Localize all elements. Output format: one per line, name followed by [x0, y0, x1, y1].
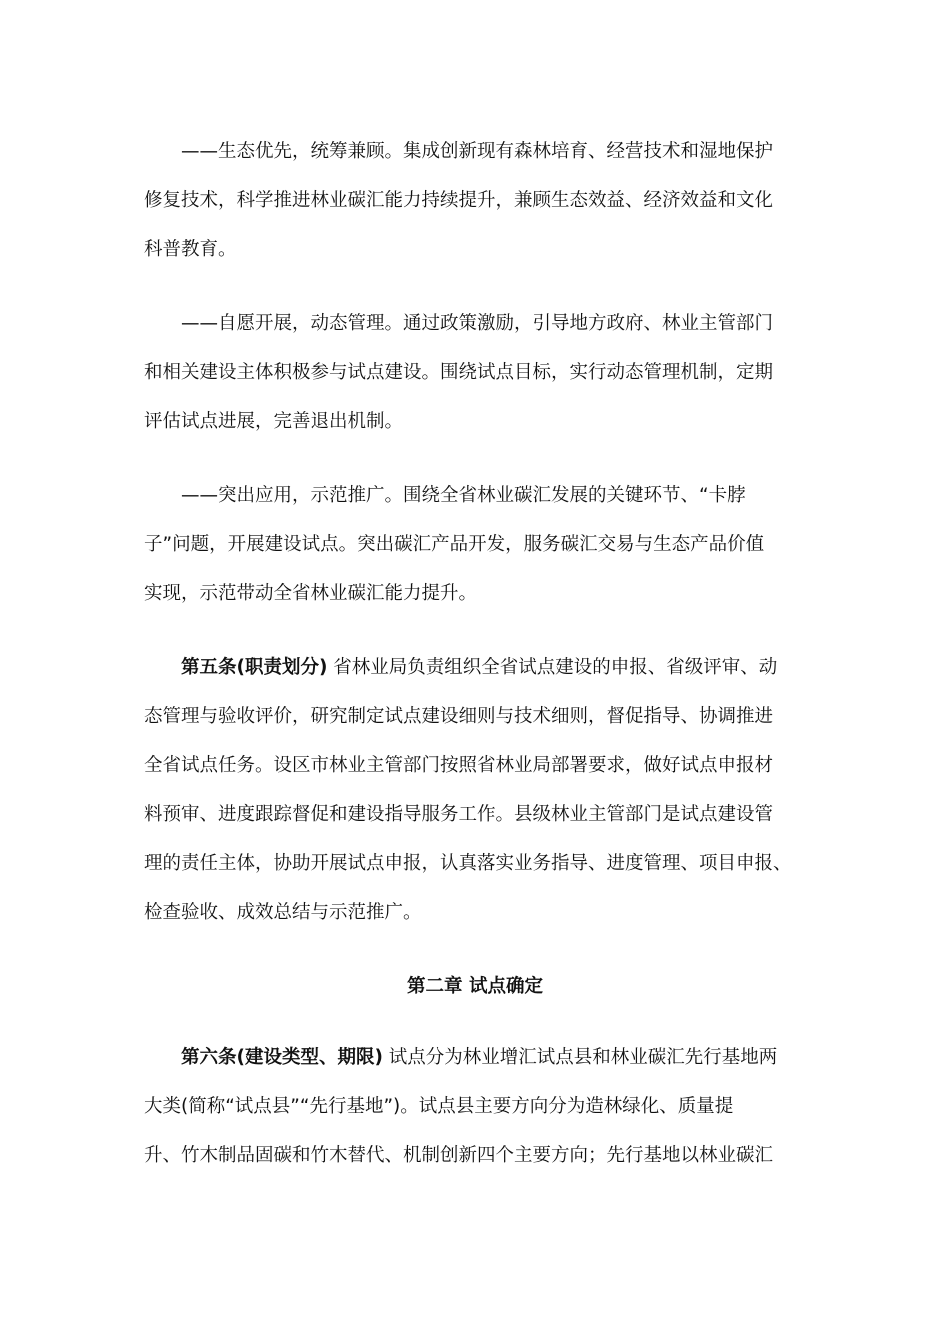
paragraph-3-line-2: 子”问题，开展建设试点。突出碳汇产品开发，服务碳汇交易与生态产品价值 — [144, 534, 765, 555]
paragraph-1-line-3: 科普教育。 — [144, 239, 237, 260]
article-6-first-text: 试点分为林业增汇试点县和林业碳汇先行基地两 — [382, 1047, 778, 1068]
article-5-line-1 — [181, 655, 777, 681]
article-6-line-2: 大类(简称“试点县”“先行基地”)。试点县主要方向分为造林绿化、质量提 — [144, 1096, 734, 1117]
article-5-line-3: 全省试点任务。设区市林业主管部门按照省林业局部署要求，做好试点申报材 — [144, 755, 774, 776]
paragraph-2-line-3: 评估试点进展，完善退出机制。 — [144, 411, 404, 432]
paragraph-2-line-1: ——自愿开展，动态管理。通过政策激励，引导地方政府、林业主管部门 — [181, 313, 774, 334]
article-5-line-5: 理的责任主体，协助开展试点申报，认真落实业务指导、进度管理、项目申报、 — [144, 853, 792, 874]
article-5-first-text: 省林业局负责组织全省试点建设的申报、省级评审、动 — [327, 657, 778, 678]
article-6-title: 第六条(建设类型、期限) — [181, 1047, 383, 1068]
chapter-heading: 第二章 试点确定 — [407, 976, 543, 997]
article-5-title: 第五条(职责划分) — [181, 657, 328, 678]
paragraph-3-line-3: 实现，示范带动全省林业碳汇能力提升。 — [144, 583, 478, 604]
paragraph-2-line-2: 和相关建设主体积极参与试点建设。围绕试点目标，实行动态管理机制，定期 — [144, 362, 774, 383]
paragraph-1-line-2: 修复技术，科学推进林业碳汇能力持续提升，兼顾生态效益、经济效益和文化 — [144, 190, 774, 211]
paragraph-3-line-1: ——突出应用，示范推广。围绕全省林业碳汇发展的关键环节、“卡脖 — [181, 485, 746, 506]
article-6-line-3: 升、竹木制品固碳和竹木替代、机制创新四个主要方向；先行基地以林业碳汇 — [144, 1145, 774, 1166]
article-5-line-4: 料预审、进度跟踪督促和建设指导服务工作。县级林业主管部门是试点建设管 — [144, 804, 774, 825]
article-6-line-1 — [181, 1045, 777, 1071]
article-5-line-6: 检查验收、成效总结与示范推广。 — [144, 902, 422, 923]
paragraph-1-line-1: ——生态优先，统筹兼顾。集成创新现有森林培育、经营技术和湿地保护 — [181, 141, 774, 162]
article-5-line-2: 态管理与验收评价，研究制定试点建设细则与技术细则，督促指导、协调推进 — [144, 706, 774, 727]
